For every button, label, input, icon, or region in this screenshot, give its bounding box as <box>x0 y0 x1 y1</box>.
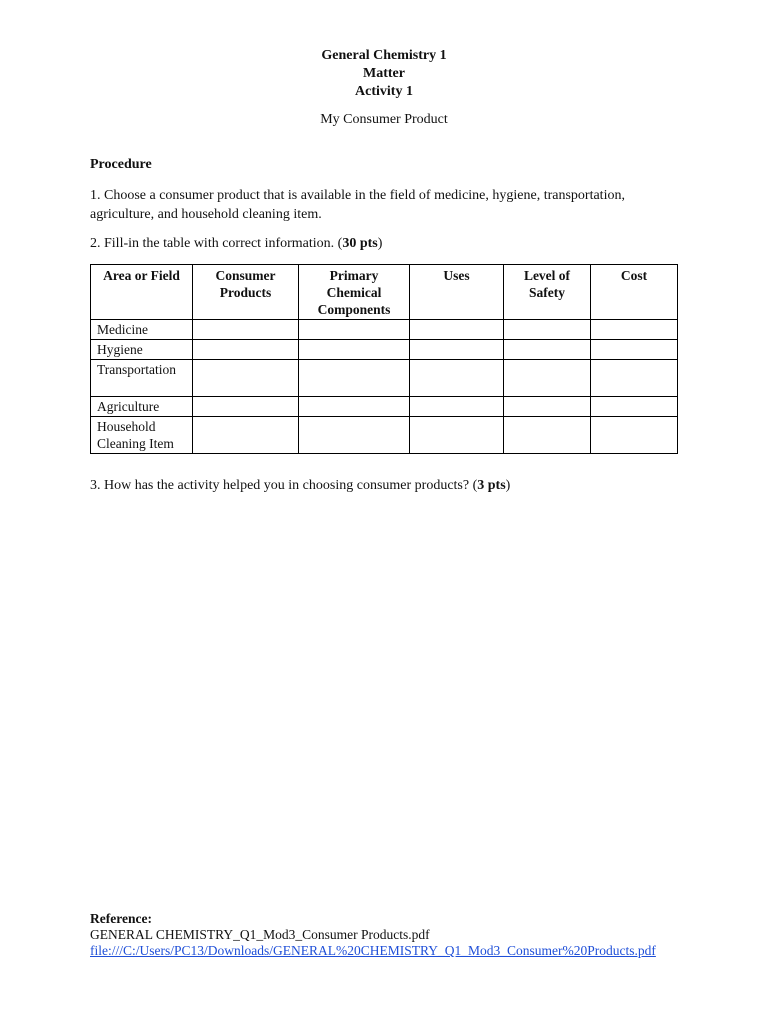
step-3-close: ) <box>505 478 511 493</box>
reference-section <box>90 911 656 959</box>
topic-title: Matter <box>363 66 405 81</box>
table-cell[interactable] <box>410 360 504 397</box>
table-cell[interactable] <box>504 397 591 417</box>
header-cost: Cost <box>591 265 678 320</box>
table-row <box>91 397 678 417</box>
table-cell[interactable] <box>299 340 410 360</box>
header-level-of-safety: Level of Safety <box>504 265 591 320</box>
row-label-transportation: Transportation <box>91 360 193 397</box>
table-cell[interactable] <box>504 320 591 340</box>
procedure-step-1: 1. Choose a consumer product that is available in the field of medicine, hygiene, transportation, agriculture, and household cleaning item. <box>90 188 625 222</box>
activity-subtitle: My Consumer Product <box>320 112 448 127</box>
table-cell[interactable] <box>299 417 410 454</box>
table-cell[interactable] <box>591 397 678 417</box>
step-2-text: 2. Fill-in the table with correct information. ( <box>90 236 343 251</box>
table-cell[interactable] <box>591 417 678 454</box>
step-2-close: ) <box>377 236 383 251</box>
table-cell[interactable] <box>504 360 591 397</box>
table-cell[interactable] <box>504 340 591 360</box>
table-cell[interactable] <box>193 397 299 417</box>
table-row <box>91 340 678 360</box>
table-cell[interactable] <box>410 340 504 360</box>
header-primary-chemical-components: Primary Chemical Components <box>299 265 410 320</box>
header-uses: Uses <box>410 265 504 320</box>
activity-title: Activity 1 <box>355 84 413 99</box>
step-3-text: 3. How has the activity helped you in choosing consumer products? ( <box>90 478 478 493</box>
document-header <box>0 47 768 101</box>
header-consumer-products: Consumer Products <box>193 265 299 320</box>
table-cell[interactable] <box>193 360 299 397</box>
row-label-medicine: Medicine <box>91 320 193 340</box>
table-cell[interactable] <box>193 340 299 360</box>
step-3-points: 3 pts <box>477 478 506 493</box>
table-cell[interactable] <box>410 397 504 417</box>
header-area-or-field: Area or Field <box>91 265 193 320</box>
procedure-heading: Procedure <box>90 157 152 172</box>
table-cell[interactable] <box>299 320 410 340</box>
table-cell[interactable] <box>504 417 591 454</box>
table-cell[interactable] <box>299 360 410 397</box>
reference-filename: GENERAL CHEMISTRY_Q1_Mod3_Consumer Products.pdf <box>90 927 430 942</box>
step-2-points: 30 pts <box>342 236 378 251</box>
table-row <box>91 320 678 340</box>
row-label-hygiene: Hygiene <box>91 340 193 360</box>
table-cell[interactable] <box>591 320 678 340</box>
table-row <box>91 360 678 397</box>
table-row <box>91 417 678 454</box>
reference-label: Reference: <box>90 911 152 926</box>
table-cell[interactable] <box>591 360 678 397</box>
table-cell[interactable] <box>591 340 678 360</box>
course-title: General Chemistry 1 <box>321 48 447 63</box>
reference-link[interactable]: file:///C:/Users/PC13/Downloads/GENERAL%20CHEMISTRY_Q1_Mod3_Consumer%20Products.pdf <box>90 943 656 958</box>
table-cell[interactable] <box>193 320 299 340</box>
procedure-step-2 <box>90 235 382 253</box>
table-cell[interactable] <box>299 397 410 417</box>
procedure-step-3 <box>90 477 510 495</box>
consumer-product-table <box>90 264 678 454</box>
table-cell[interactable] <box>410 417 504 454</box>
row-label-agriculture: Agriculture <box>91 397 193 417</box>
table-cell[interactable] <box>410 320 504 340</box>
table-cell[interactable] <box>193 417 299 454</box>
table-header-row <box>91 265 678 320</box>
row-label-household-cleaning-item: Household Cleaning Item <box>91 417 193 454</box>
